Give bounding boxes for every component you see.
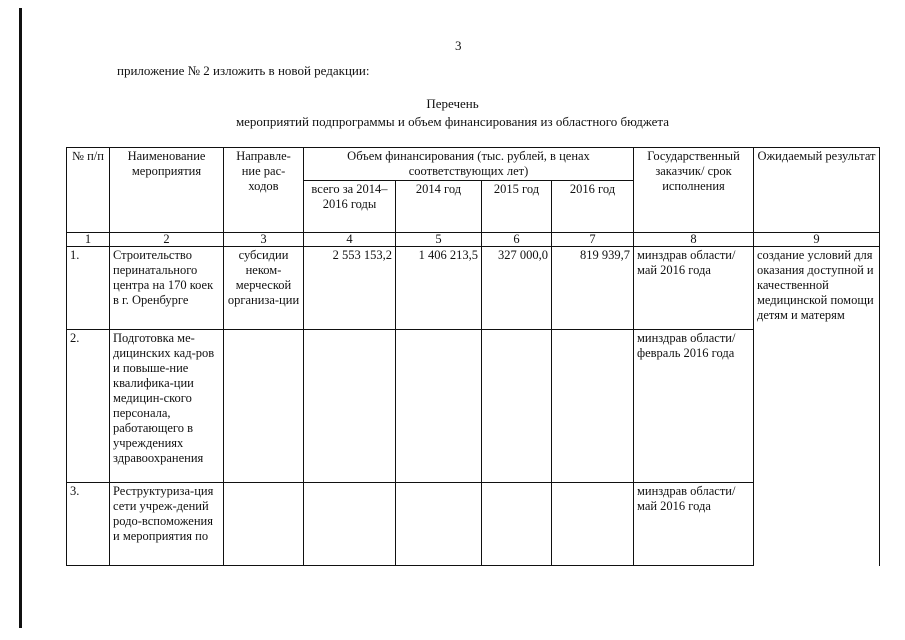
row-direction <box>224 330 304 483</box>
row-name: Подготовка ме-дицинских кад-ров и повыше-ние квалифика-ции медицин-ского персонала, работающего в учреждениях здравоохранения <box>110 330 224 483</box>
row-result: создание условий для оказания доступной и качественной медицинской помощи детям и матерям <box>754 247 880 566</box>
col-number: 5 <box>396 233 482 247</box>
col-number: 3 <box>224 233 304 247</box>
row-2015: 327 000,0 <box>482 247 552 330</box>
row-2016 <box>552 483 634 566</box>
row-name: Строительство перинатального центра на 170 коек в г. Оренбурге <box>110 247 224 330</box>
header-funding: Объем финансирования (тыс. рублей, в ценах соответствующих лет) <box>304 148 634 181</box>
header-2016: 2016 год <box>552 181 634 233</box>
row-total <box>304 330 396 483</box>
row-num: 1. <box>67 247 110 330</box>
header-customer: Государственный заказчик/ срок исполнения <box>634 148 754 233</box>
header-name: Наименование мероприятия <box>110 148 224 233</box>
col-number: 8 <box>634 233 754 247</box>
row-2014 <box>396 330 482 483</box>
header-total: всего за 2014– 2016 годы <box>304 181 396 233</box>
row-2014: 1 406 213,5 <box>396 247 482 330</box>
col-number: 7 <box>552 233 634 247</box>
row-name: Реструктуриза-ция сети учреж-дений родо-вспоможения и мероприятия по <box>110 483 224 566</box>
row-customer: минздрав области/ февраль 2016 года <box>634 330 754 483</box>
row-2015 <box>482 483 552 566</box>
row-2016 <box>552 330 634 483</box>
row-total: 2 553 153,2 <box>304 247 396 330</box>
row-num: 2. <box>67 330 110 483</box>
intro-text: приложение № 2 изложить в новой редакции: <box>117 63 370 78</box>
row-customer: минздрав области/ май 2016 года <box>634 483 754 566</box>
row-2014 <box>396 483 482 566</box>
col-number: 2 <box>110 233 224 247</box>
col-number: 4 <box>304 233 396 247</box>
row-direction: субсидии неком-мерческой организа-ции <box>224 247 304 330</box>
header-result: Ожидаемый результат <box>754 148 880 233</box>
header-num: № п/п <box>67 148 110 233</box>
col-number: 9 <box>754 233 880 247</box>
header-2015: 2015 год <box>482 181 552 233</box>
heading-subtitle: мероприятий подпрограммы и объем финансирования из областного бюджета <box>235 114 670 129</box>
row-total <box>304 483 396 566</box>
header-2014: 2014 год <box>396 181 482 233</box>
row-direction <box>224 483 304 566</box>
page-number: 3 <box>455 38 462 53</box>
col-number: 6 <box>482 233 552 247</box>
heading-title: Перечень <box>426 96 479 111</box>
header-direction: Направле-ние рас-ходов <box>224 148 304 233</box>
col-number: 1 <box>67 233 110 247</box>
measures-table <box>66 147 880 566</box>
row-customer: минздрав области/ май 2016 года <box>634 247 754 330</box>
row-2015 <box>482 330 552 483</box>
row-2016: 819 939,7 <box>552 247 634 330</box>
row-num: 3. <box>67 483 110 566</box>
table-row <box>67 247 880 330</box>
